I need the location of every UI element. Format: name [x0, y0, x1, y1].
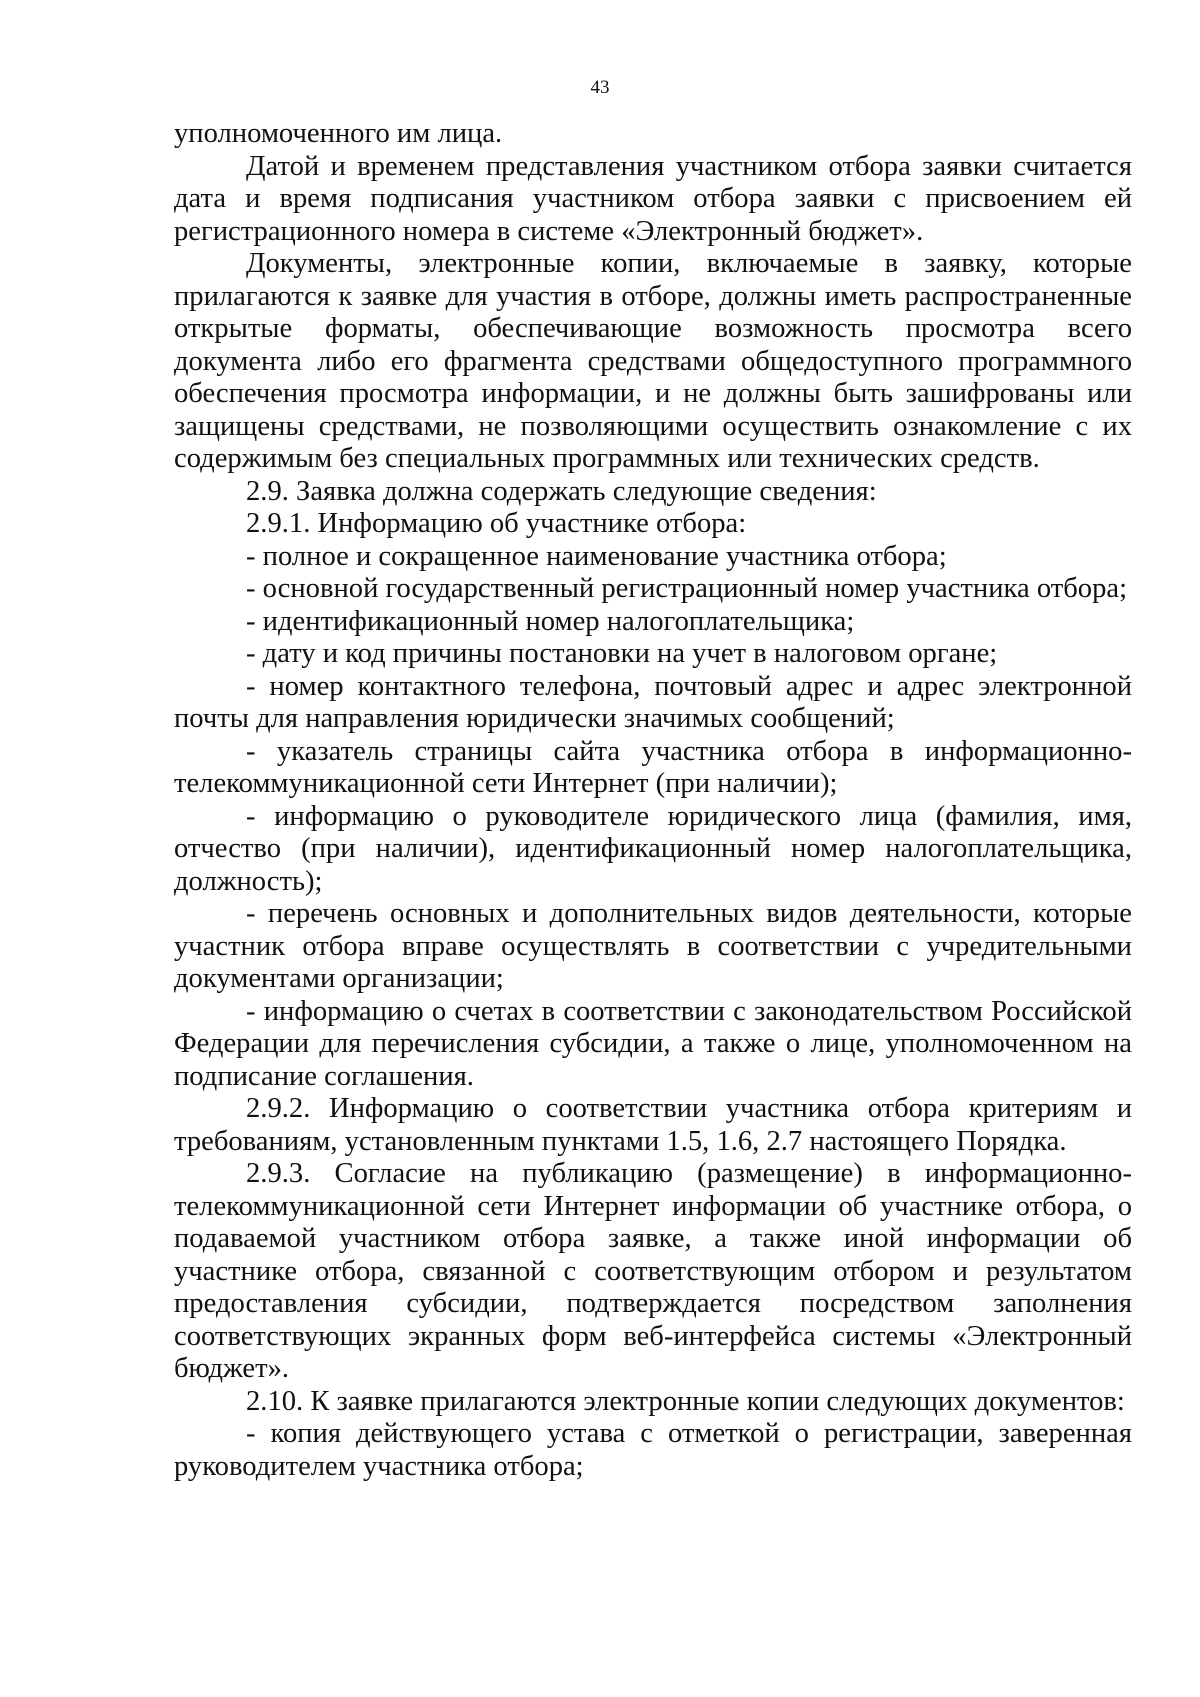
section-2-10-heading: 2.10. К заявке прилагаются электронные копии следующих документов: [246, 1385, 1125, 1417]
paragraph-document-formats: Документы, электронные копии, включаемые в заявку, которые прилагаются к заявке для участия в отборе, должны иметь распространенные открытые форматы, обеспечивающие возможность просмотра всего документа либо его фрагмента средствами общедоступного программного обеспечения просмотра информации, и не должны быть зашифрованы или защищены средствами, не позволяющими осуществить ознакомление с их содержимым без специальных программных или технических средств. [174, 248, 1132, 474]
list-item-director: - информацию о руководителе юридического лица (фамилия, имя, отчество (при наличии), идентификационный номер налогоплательщика, должность); [174, 800, 1132, 897]
list-item-accounts: - информацию о счетах в соответствии с законодательством Российской Федерации для перечисления субсидии, а также о лице, уполномоченном на подписание соглашения. [174, 995, 1132, 1092]
section-2-9-heading: 2.9. Заявка должна содержать следующие сведения: [246, 475, 877, 507]
paragraph-continuation: уполномоченного им лица. [174, 118, 503, 149]
list-item-name: - полное и сокращенное наименование участника отбора; [246, 540, 947, 572]
list-item-charter-copy: - копия действующего устава с отметкой о регистрации, заверенная руководителем участника отбора; [174, 1418, 1132, 1482]
page-number: 43 [590, 77, 610, 98]
list-item-tax-registration: - дату и код причины постановки на учет в налоговом органе; [246, 638, 998, 669]
paragraph-submission-date: Датой и временем представления участником отбора заявки считается дата и время подписания участником отбора заявки с присвоением ей регистрационного номера в системе «Электронный бюджет». [174, 150, 1132, 247]
list-item-website: - указатель страницы сайта участника отбора в информационно-телекоммуникационной сети Интернет (при наличии); [174, 735, 1132, 799]
list-item-inn: - идентификационный номер налогоплательщика; [246, 605, 855, 637]
list-item-activities: - перечень основных и дополнительных видов деятельности, которые участник отбора вправе осуществлять в соответствии с учредительными документами организации; [174, 898, 1132, 994]
section-2-9-3: 2.9.3. Согласие на публикацию (размещение) в информационно-телекоммуникационной сети Интернет информации об участнике отбора, о подаваемой участником отбора заявке, а также иной информации об участнике отбора, связанной с соответствующим отбором и результатом предоставления субсидии, подтверждается посредством заполнения соответствующих экранных форм веб-интерфейса системы «Электронный бюджет». [174, 1158, 1132, 1384]
list-item-contacts: - номер контактного телефона, почтовый адрес и адрес электронной почты для направления юридически значимых сообщений; [174, 670, 1132, 734]
list-item-ogrn: - основной государственный регистрационный номер участника отбора; [246, 573, 1128, 604]
section-2-9-2: 2.9.2. Информацию о соответствии участника отбора критериям и требованиям, установленным пунктами 1.5, 1.6, 2.7 настоящего Порядка. [174, 1093, 1132, 1157]
document-body [174, 118, 1132, 1483]
section-2-9-1-heading: 2.9.1. Информацию об участнике отбора: [246, 508, 747, 539]
